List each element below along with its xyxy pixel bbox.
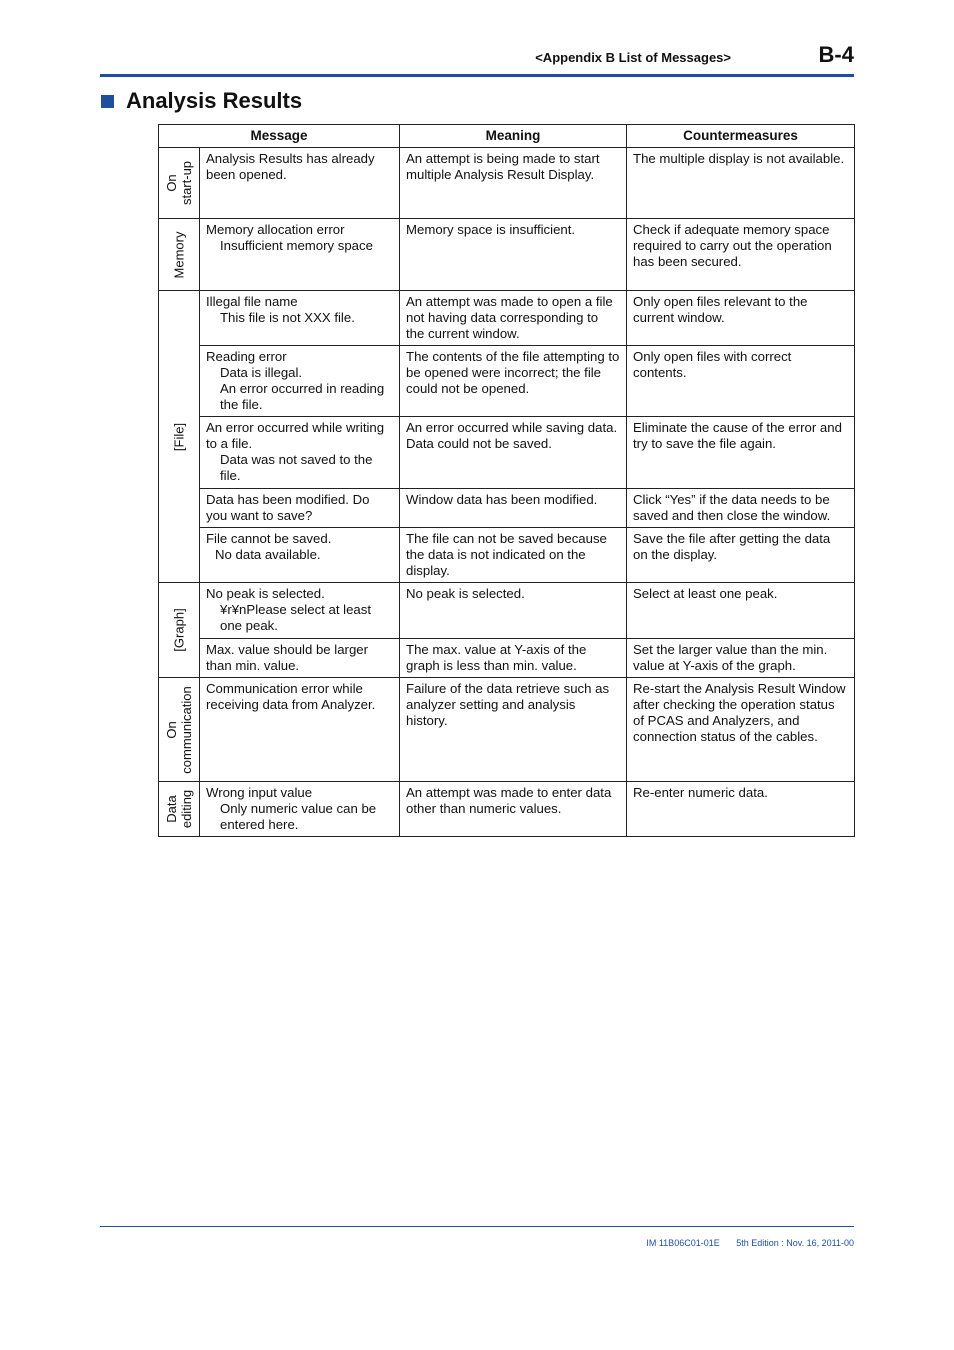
message-cell: Analysis Results has already been opened. <box>200 148 400 219</box>
header-title: <Appendix B List of Messages> <box>535 50 731 65</box>
category-startup: On start-up <box>159 148 200 219</box>
countermeasure-cell: The multiple display is not available. <box>627 148 855 219</box>
message-cell: Memory allocation error Insufficient memory space <box>200 219 400 291</box>
meaning-cell: The contents of the file attempting to be opened were incorrect; the file could not be opened. <box>400 346 627 417</box>
countermeasure-cell: Check if adequate memory space required to carry out the operation has been secured. <box>627 219 855 291</box>
header-rule <box>100 74 854 77</box>
countermeasure-cell: Save the file after getting the data on the display. <box>627 528 855 583</box>
countermeasure-cell: Click “Yes” if the data needs to be saved and then close the window. <box>627 489 855 528</box>
message-cell: Illegal file name This file is not XXX file. <box>200 291 400 346</box>
table-row <box>159 489 855 528</box>
message-cell: Max. value should be larger than min. value. <box>200 639 400 678</box>
column-header-countermeasures: Countermeasures <box>627 125 855 148</box>
table-row <box>159 678 855 782</box>
message-cell: Communication error while receiving data from Analyzer. <box>200 678 400 782</box>
footer-rule <box>100 1226 854 1227</box>
meaning-cell: An attempt was made to open a file not having data corresponding to the current window. <box>400 291 627 346</box>
meaning-cell: The file can not be saved because the data is not indicated on the display. <box>400 528 627 583</box>
table-row <box>159 528 855 583</box>
column-header-meaning: Meaning <box>400 125 627 148</box>
meaning-cell: An attempt was made to enter data other than numeric values. <box>400 782 627 837</box>
table-row <box>159 417 855 489</box>
message-cell: No peak is selected. ¥r¥nPlease select at least one peak. <box>200 583 400 639</box>
category-editing: Data editing <box>159 782 200 837</box>
section-heading <box>101 88 302 114</box>
category-graph: [Graph] <box>159 583 200 678</box>
page-header <box>100 40 854 76</box>
table-row <box>159 639 855 678</box>
message-cell: Wrong input value Only numeric value can be entered here. <box>200 782 400 837</box>
edition-info: 5th Edition : Nov. 16, 2011-00 <box>736 1238 854 1248</box>
meaning-cell: Failure of the data retrieve such as analyzer setting and analysis history. <box>400 678 627 782</box>
countermeasure-cell: Select at least one peak. <box>627 583 855 639</box>
meaning-cell: Window data has been modified. <box>400 489 627 528</box>
category-memory: Memory <box>159 219 200 291</box>
countermeasure-cell: Only open files with correct contents. <box>627 346 855 417</box>
table-row <box>159 148 855 219</box>
countermeasure-cell: Set the larger value than the min. value at Y-axis of the graph. <box>627 639 855 678</box>
countermeasure-cell: Re-enter numeric data. <box>627 782 855 837</box>
page-number: B-4 <box>818 42 854 67</box>
table-row <box>159 291 855 346</box>
meaning-cell: The max. value at Y-axis of the graph is less than min. value. <box>400 639 627 678</box>
meaning-cell: An attempt is being made to start multiple Analysis Result Display. <box>400 148 627 219</box>
meaning-cell: An error occurred while saving data. Data could not be saved. <box>400 417 627 489</box>
document-number: IM 11B06C01-01E <box>646 1238 720 1248</box>
meaning-cell: No peak is selected. <box>400 583 627 639</box>
message-cell: Data has been modified. Do you want to save? <box>200 489 400 528</box>
category-file: [File] <box>159 291 200 583</box>
table-row <box>159 219 855 291</box>
table-row <box>159 583 855 639</box>
message-cell: File cannot be saved. No data available. <box>200 528 400 583</box>
meaning-cell: Memory space is insufficient. <box>400 219 627 291</box>
square-bullet-icon <box>101 95 114 108</box>
message-cell: An error occurred while writing to a file. Data was not saved to the file. <box>200 417 400 489</box>
countermeasure-cell: Eliminate the cause of the error and try to save the file again. <box>627 417 855 489</box>
table-row <box>159 782 855 837</box>
countermeasure-cell: Re-start the Analysis Result Window after checking the operation status of PCAS and Analyzers, and connection status of the cables. <box>627 678 855 782</box>
message-cell: Reading error Data is illegal. An error occurred in reading the file. <box>200 346 400 417</box>
category-communication: On communication <box>159 678 200 782</box>
countermeasure-cell: Only open files relevant to the current window. <box>627 291 855 346</box>
column-header-message: Message <box>159 125 400 148</box>
page-footer <box>632 1238 854 1248</box>
section-title: Analysis Results <box>126 88 303 113</box>
table-header-row <box>159 125 855 148</box>
table-row <box>159 346 855 417</box>
messages-table <box>158 124 855 837</box>
